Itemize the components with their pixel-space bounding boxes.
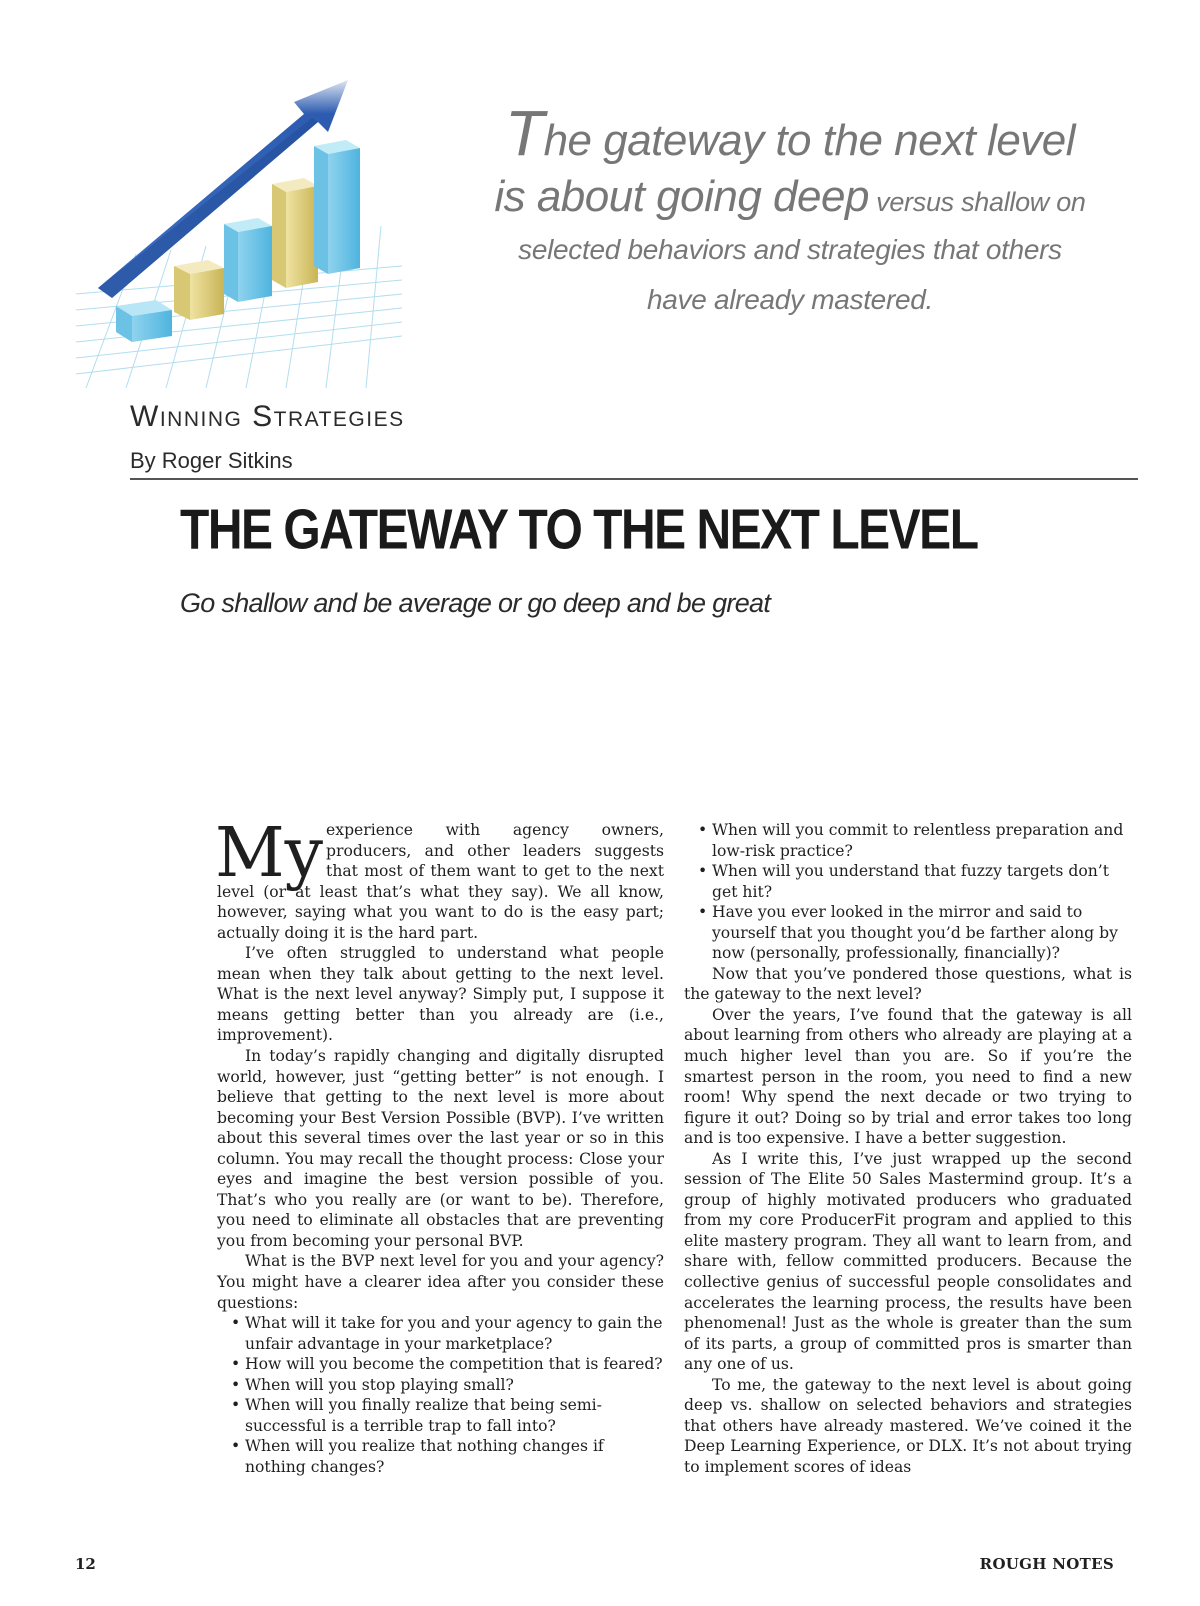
bar-5 <box>314 140 360 274</box>
question-list-left <box>217 1313 664 1477</box>
paragraph-8: To me, the gateway to the next level is about going deep vs. shallow on selected behaviors and strategies that others have already mastered. We’ve coined it the Deep Learning Experience, or DLX. It’s not about trying to implement scores of ideas <box>684 1375 1132 1476</box>
paragraph-2: I’ve often struggled to understand what people mean when they talk about getting to the next level. What is the next level anyway? Simply put, I suppose it means getting better than you already are (i.e., improvement). <box>217 944 664 1045</box>
question-list-right <box>684 820 1132 964</box>
pull-quote-initial: T <box>504 97 544 169</box>
bar-4 <box>272 178 318 288</box>
pull-quote-line-2: is about going deep versus shallow on <box>494 172 1086 221</box>
byline: By Roger Sitkins <box>130 448 293 473</box>
paragraph-3: In today’s rapidly changing and digitally disrupted world, however, just “getting better” is not enough. I believe that getting to the next level is more about becoming your Best Version Possible (BVP). I’ve written about this several times over the last year or so in this column. You may recall the thought process: Close your eyes and imagine the best version possible of you. That’s who you really are (or want to be). Therefore, you need to eliminate all obstacles that are preventing you from becoming your personal BVP. <box>217 1047 664 1250</box>
list-item: • When will you finally realize that being semi-successful is a terrible trap to fall into? <box>217 1395 664 1436</box>
pull-quote <box>445 97 1135 325</box>
page-number: 12 <box>75 1555 96 1573</box>
paragraph-4: What is the BVP next level for you and your agency? You might have a clearer idea after you consider these questions: <box>217 1252 664 1312</box>
list-item: • How will you become the competition that is feared? <box>217 1354 664 1375</box>
paragraph-6: Over the years, I’ve found that the gateway is all about learning from others who already are playing at a much higher level than you are. So if you’re the smartest person in the room, you need to find a new room! Why spend the next decade or two trying to figure it out? Doing so by trial and error takes too long and is too expensive. I have a better suggestion. <box>684 1005 1132 1148</box>
article-subtitle: Go shallow and be average or go deep and be great <box>180 588 771 618</box>
growth-chart-illustration <box>76 74 402 388</box>
list-item: • When will you commit to relentless preparation and low-risk practice? <box>684 820 1132 861</box>
paragraph-1: My experience with agency owners, producers, and other leaders suggests that most of them want to get to the next level (or at least that’s what they say). We all know, however, saying what you want to do is the easy part; actually doing it is the hard part. <box>215 814 664 942</box>
section-divider <box>130 478 1138 480</box>
pull-quote-line-3: selected behaviors and strategies that others <box>518 234 1062 265</box>
pull-quote-line-1: The gateway to the next level <box>504 97 1076 169</box>
section-label: Winning Strategies <box>130 400 405 433</box>
paragraph-7: As I write this, I’ve just wrapped up the second session of The Elite 50 Sales Mastermind group. It’s a group of highly motivated producers who graduated from my core ProducerFit program and applied to this elite mastery program. They all want to learn from, and share with, fellow committed producers. Because the collective genius of successful people consolidates and accelerates the learning process, the results have been phenomenal! Just as the whole is greater than the sum of its parts, a group of committed pros is smarter than any one of us. <box>684 1149 1132 1374</box>
bar-1 <box>116 300 172 342</box>
paragraph-5: Now that you’ve pondered those questions, what is the gateway to the next level? <box>684 964 1132 1004</box>
pull-quote-line-4: have already mastered. <box>646 284 933 315</box>
list-item: • When will you stop playing small? <box>217 1375 664 1396</box>
drop-cap: My <box>215 814 324 893</box>
article-headline: THE GATEWAY TO THE NEXT LEVEL <box>180 499 978 562</box>
article-column-right <box>684 820 1132 1478</box>
publication-name: ROUGH NOTES <box>979 1555 1114 1573</box>
list-item: • What will it take for you and your agency to gain the unfair advantage in your marketplace? <box>217 1313 664 1354</box>
article-column-left <box>215 814 664 1478</box>
list-item: • Have you ever looked in the mirror and said to yourself that you thought you’d be farther along by now (personally, professionally, financially)? <box>684 902 1132 964</box>
list-item: • When will you understand that fuzzy targets don’t get hit? <box>684 861 1132 902</box>
list-item: • When will you realize that nothing changes if nothing changes? <box>217 1436 664 1477</box>
bar-2 <box>174 260 224 320</box>
bar-3 <box>224 218 272 302</box>
